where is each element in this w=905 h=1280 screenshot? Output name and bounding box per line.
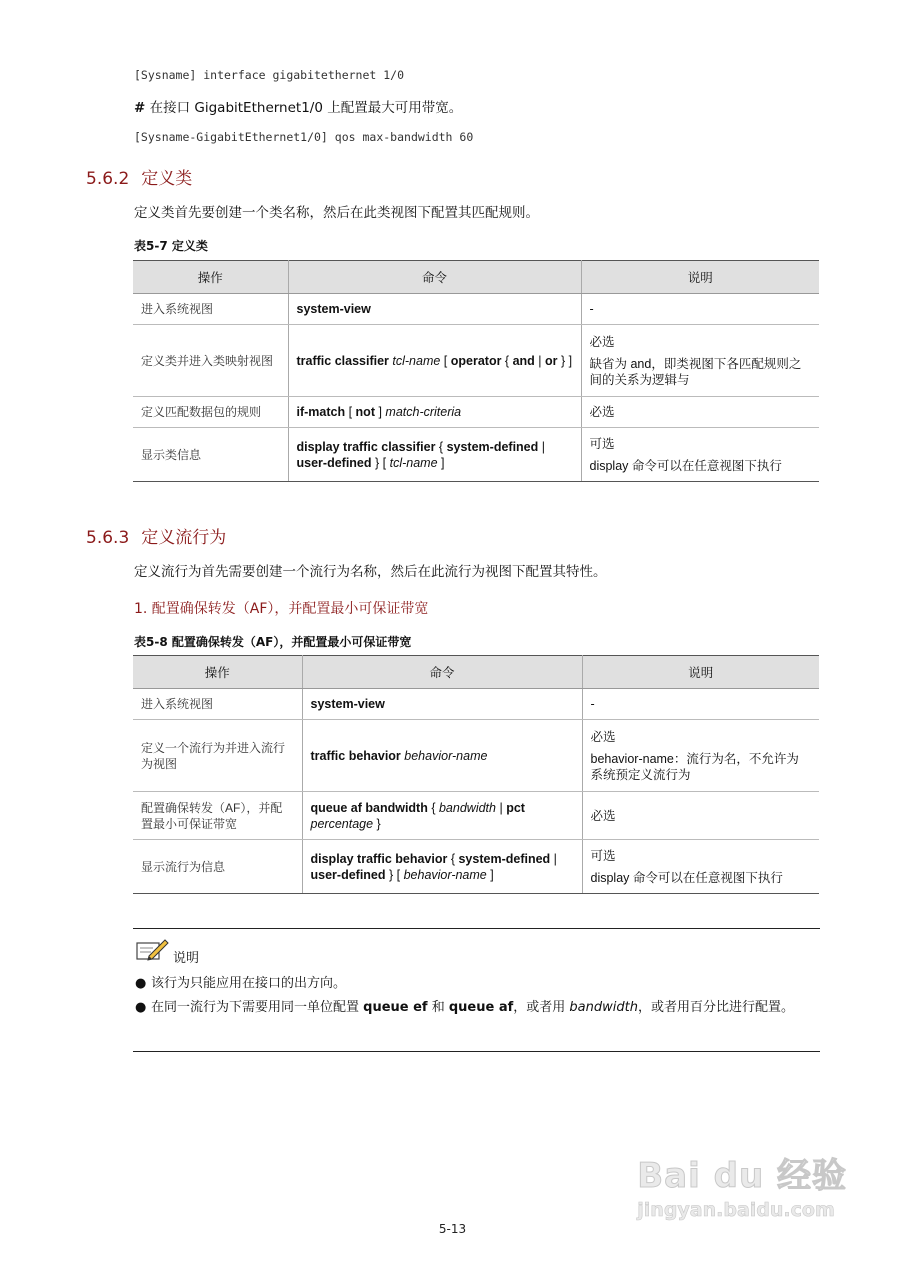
text-fragment: { [435,439,447,454]
table-row [133,689,819,720]
text-fragment: ，或者用百分比进行配置。 [637,1000,794,1015]
description-line: display 命令可以在任意视图下执行 [590,870,783,885]
description-cell [582,792,819,840]
text-fragment: traffic classifier [296,353,393,368]
text-fragment: | [538,439,546,454]
text-fragment: | [550,851,557,866]
description-cell [582,840,819,894]
note-bullet-text [151,997,819,1019]
text-fragment: behavior-name [404,748,488,763]
description-line: - [590,697,595,711]
section-562-title: 定义类 [141,169,193,189]
command-cell [302,840,582,894]
code-line-qos: [Sysname-GigabitEthernet1/0] qos max-bandwidth 60 [134,130,474,144]
text-fragment: system-view [296,302,371,316]
description-cell [581,294,819,325]
text-fragment: { [501,353,513,368]
header-description: 说明 [581,261,819,294]
section-562-number: 5.6.2 [86,169,130,189]
text-fragment: ] [437,455,445,470]
text-fragment: [ [440,353,451,368]
operation-cell: 定义匹配数据包的规则 [133,397,288,428]
table-row [133,840,819,894]
text-fragment: system-view [310,697,385,711]
section-562-intro: 定义类首先要创建一个类名称，然后在此类视图下配置其匹配规则。 [134,205,539,221]
text-fragment: not [355,405,375,419]
table-af-bandwidth [133,655,819,894]
text-fragment: user-defined [296,455,372,470]
text-fragment: or [545,353,558,368]
text-fragment: traffic behavior [310,748,405,763]
page-number: 5-13 [438,1222,467,1236]
text-fragment: ] [486,867,494,882]
text-fragment: 在同一流行为下需要用同一单位配置 [151,1000,364,1015]
table-row [133,294,819,325]
baidu-watermark [637,1148,847,1221]
description-line: 缺省为 and，即类视图下各匹配规则之间的关系为逻辑与 [589,356,802,387]
text-fragment: operator [450,353,502,368]
note-title: 说明 [173,951,200,966]
text-fragment: queue af [448,1000,514,1015]
description-cell [581,325,819,397]
text-fragment: tcl-name [392,353,441,368]
command-cell [288,294,581,325]
note-bullet-text [151,973,819,995]
section-562-heading [86,164,192,189]
pencil-note-icon [135,937,169,967]
text-fragment: ] [374,405,386,419]
text-fragment: bandwidth [438,800,496,815]
operation-cell: 进入系统视图 [133,689,302,720]
description-line: 必选 [590,729,616,744]
text-fragment: percentage [310,816,374,831]
text-fragment: } [ [371,455,390,470]
text-fragment: queue af bandwidth [310,800,428,815]
text-fragment: queue ef [363,1000,428,1015]
text-fragment: } [373,816,381,831]
table-row [133,325,819,397]
table-row [133,720,819,792]
table-define-class [133,260,819,482]
description-line: display 命令可以在任意视图下执行 [589,458,782,473]
code-line-interface: [Sysname] interface gigabitethernet 1/0 [134,68,405,82]
subsection-af-title: 1. 配置确保转发（AF），并配置最小可保证带宽 [134,601,429,617]
text-fragment: 和 [427,1000,449,1015]
text-fragment: if-match [296,405,346,419]
command-cell [302,792,582,840]
text-fragment: } [ [385,867,404,882]
header-operation: 操作 [133,261,288,294]
description-line: 必选 [590,808,616,823]
description-line: - [589,302,594,316]
text-fragment: } ] [557,353,573,368]
text-fragment: match-criteria [385,405,462,419]
text-fragment: [ [345,405,356,419]
watermark-brand: Bai du 经验 [637,1156,847,1196]
text-fragment: | [495,800,507,815]
header-description: 说明 [582,656,819,689]
text-fragment: pct [506,800,525,815]
table-row [133,792,819,840]
description-cell [581,428,819,482]
text-fragment: | [534,353,546,368]
description-line: 可选 [589,436,615,451]
table-58-caption: 表5-8 配置确保转发（AF），并配置最小可保证带宽 [134,635,412,649]
text-fragment: tcl-name [389,455,438,470]
description-line: 必选 [589,334,615,349]
text-fragment: and [512,353,535,368]
table-row [133,397,819,428]
description-cell [582,689,819,720]
command-cell [302,720,582,792]
text-fragment: { [447,851,459,866]
command-cell [288,428,581,482]
text-fragment: { [427,800,439,815]
section-563-heading [86,523,226,548]
text-fragment: display traffic classifier [296,439,436,454]
comment-text: 在接口 GigabitEthernet1/0 上配置最大可用带宽。 [145,100,463,116]
table-57-caption: 表5-7 定义类 [134,239,208,253]
operation-cell: 定义类并进入类映射视图 [133,325,288,397]
description-line: 必选 [589,405,615,419]
bullet-dot-icon: ● [135,1000,147,1015]
operation-cell: 显示类信息 [133,428,288,482]
command-cell [288,325,581,397]
text-fragment: 该行为只能应用在接口的出方向。 [151,976,347,991]
watermark-url: jingyan.baidu.com [637,1199,835,1221]
section-563-intro: 定义流行为首先需要创建一个流行为名称，然后在此流行为视图下配置其特性。 [134,564,607,580]
operation-cell: 配置确保转发（AF），并配置最小可保证带宽 [133,792,302,840]
operation-cell: 进入系统视图 [133,294,288,325]
section-563-number: 5.6.3 [86,528,130,548]
comment-hash: # [134,100,146,116]
text-fragment: bandwidth [569,1000,638,1015]
header-command: 命令 [302,656,582,689]
note-box [133,928,820,1052]
command-cell [302,689,582,720]
text-fragment: display traffic behavior [310,851,448,866]
header-operation: 操作 [133,656,302,689]
table-row [133,428,819,482]
text-fragment: ，或者用 [513,1000,570,1015]
description-line: behavior-name：流行为名，不允许为系统预定义流行为 [590,751,799,782]
text-fragment: user-defined [310,867,386,882]
header-command: 命令 [288,261,581,294]
text-fragment: system-defined [458,851,551,866]
code-comment [134,96,462,116]
description-cell [582,720,819,792]
description-cell [581,397,819,428]
command-cell [288,397,581,428]
text-fragment: system-defined [446,439,539,454]
text-fragment: behavior-name [403,867,487,882]
section-563-title: 定义流行为 [141,528,227,548]
operation-cell: 显示流行为信息 [133,840,302,894]
operation-cell: 定义一个流行为并进入流行为视图 [133,720,302,792]
bullet-dot-icon: ● [135,976,147,991]
description-line: 可选 [590,848,616,863]
